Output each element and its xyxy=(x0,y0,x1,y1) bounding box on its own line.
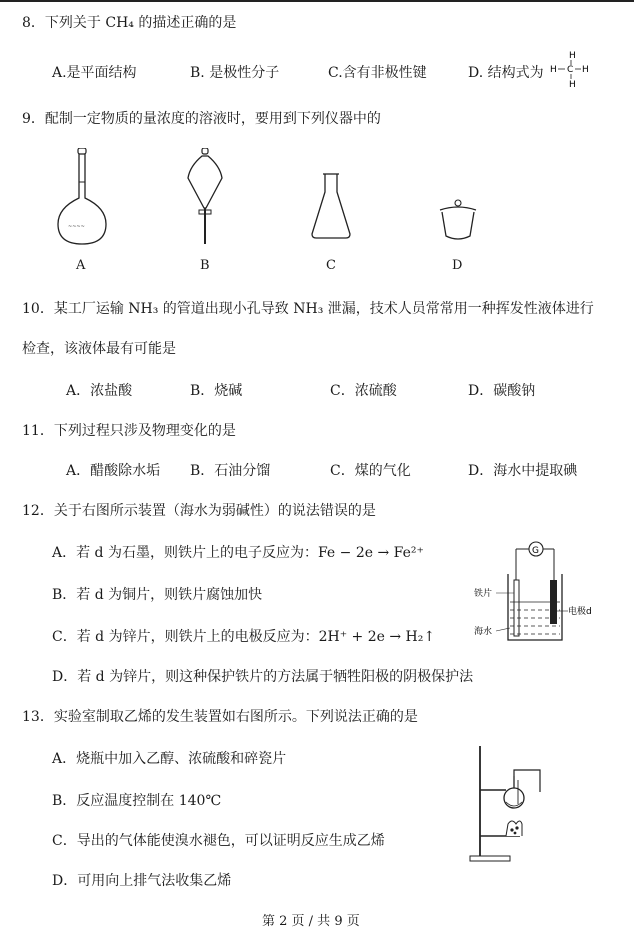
question-13-option-a: A．烧瓶中加入乙醇、浓硫酸和碎瓷片 xyxy=(52,751,287,767)
seawater-label: 海水 xyxy=(474,627,493,637)
question-11-stem: 11．下列过程只涉及物理变化的是 xyxy=(22,423,236,439)
question-10-option-d: D．碳酸钠 xyxy=(468,383,536,399)
iron-plate-label: 铁片 xyxy=(474,589,493,599)
crucible-icon xyxy=(436,196,480,244)
question-13-option-c: C．导出的气体能使溴水褪色，可以证明反应生成乙烯 xyxy=(52,833,385,849)
question-8-option-b: B. 是极性分子 xyxy=(190,65,280,81)
question-12-option-c: C．若 d 为锌片，则铁片上的电极反应为：2H⁺ + 2e → H₂↑ xyxy=(52,629,436,645)
question-9-stem: 9．配制一定物质的量浓度的溶液时，要用到下列仪器中的 xyxy=(22,111,381,127)
volumetric-flask-icon xyxy=(52,148,114,248)
formula-h-top: H xyxy=(569,51,576,61)
apparatus-label-c: C xyxy=(326,258,336,273)
question-10-stem-line2: 检查，该液体最有可能是 xyxy=(22,341,176,357)
question-10-stem-line1: 10．某工厂运输 NH₃ 的管道出现小孔导致 NH₃ 泄漏，技术人员常常用一种挥发性液体进行 xyxy=(22,301,594,317)
top-rule xyxy=(0,0,634,2)
question-11-option-a: A．醋酸除水垢 xyxy=(66,463,161,479)
question-13-option-b: B．反应温度控制在 140℃ xyxy=(52,793,222,809)
apparatus-label-d: D xyxy=(452,258,463,273)
conical-flask-icon xyxy=(308,172,354,242)
page-footer: 第 2 页 / 共 9 页 xyxy=(262,914,360,929)
question-10-option-b: B．烧碱 xyxy=(190,383,243,399)
apparatus-label-a: A xyxy=(76,258,86,273)
formula-c-center: C xyxy=(567,65,574,75)
ethylene-apparatus-diagram xyxy=(462,740,552,864)
svg-text:~~~~: ~~~~ xyxy=(68,224,85,230)
question-10-option-c: C．浓硫酸 xyxy=(330,383,397,399)
question-11-option-d: D．海水中提取碘 xyxy=(468,463,578,479)
electrode-d-label: 电极d xyxy=(568,607,592,617)
question-12-option-d: D．若 d 为锌片，则这种保护铁片的方法属于牺牲阳极的阴极保护法 xyxy=(52,669,474,685)
question-11-option-b: B．石油分馏 xyxy=(190,463,271,479)
question-12-option-b: B．若 d 为铜片，则铁片腐蚀加快 xyxy=(52,587,263,603)
methane-structural-formula xyxy=(550,48,592,90)
separatory-funnel-icon xyxy=(182,148,228,248)
galvanometer-label: G xyxy=(532,546,539,556)
question-12-stem: 12．关于右图所示装置（海水为弱碱性）的说法错误的是 xyxy=(22,503,376,519)
question-11-option-c: C．煤的气化 xyxy=(330,463,411,479)
question-8-option-a: A.是平面结构 xyxy=(52,65,137,81)
question-12-option-a: A．若 d 为石墨，则铁片上的电子反应为：Fe − 2e → Fe²⁺ xyxy=(52,545,424,561)
formula-h-bottom: H xyxy=(569,80,576,90)
formula-h-left: H xyxy=(550,65,557,75)
question-13-stem: 13．实验室制取乙烯的发生装置如右图所示。下列说法正确的是 xyxy=(22,709,418,725)
apparatus-label-b: B xyxy=(200,258,210,273)
formula-h-right: H xyxy=(582,65,589,75)
question-10-option-a: A．浓盐酸 xyxy=(66,383,133,399)
question-8-option-c: C.含有非极性键 xyxy=(328,65,427,81)
question-8-option-d: D. 结构式为 xyxy=(468,65,544,81)
question-8-stem: 8．下列关于 CH₄ 的描述正确的是 xyxy=(22,15,237,31)
electrochemical-cell-diagram xyxy=(470,536,604,648)
question-13-option-d: D．可用向上排气法收集乙烯 xyxy=(52,873,232,889)
